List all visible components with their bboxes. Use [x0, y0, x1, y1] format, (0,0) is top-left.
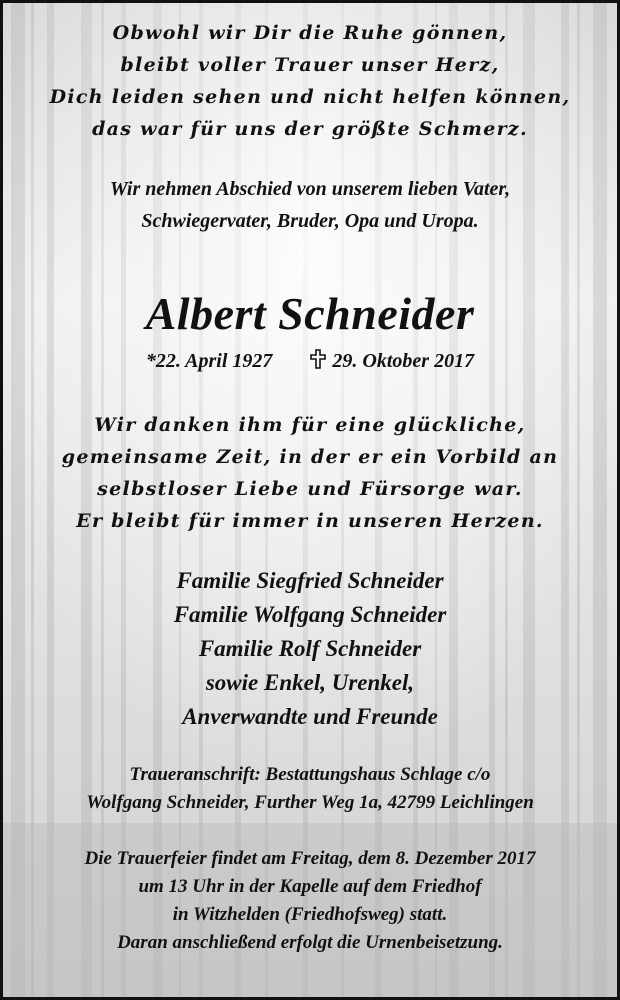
poem-line: Dich leiden sehen und nicht helfen können,	[49, 86, 571, 108]
mourning-address	[3, 761, 617, 817]
poem-line: Obwohl wir Dir die Ruhe gönnen,	[112, 22, 508, 44]
ceremony-line: um 13 Uhr in der Kapelle auf dem Friedhof	[138, 876, 482, 897]
tribute-line: selbstloser Liebe und Fürsorge war.	[97, 478, 523, 500]
memorial-poem	[3, 17, 617, 145]
mourners-list	[3, 564, 617, 734]
poem-line: das war für uns der größte Schmerz.	[92, 118, 528, 140]
funeral-details	[3, 845, 617, 957]
ceremony-line: Daran anschließend erfolgt die Urnenbeisetzung.	[117, 932, 503, 953]
mourner: Familie Wolfgang Schneider	[173, 602, 447, 627]
poem-line: bleibt voller Trauer unser Herz,	[120, 54, 500, 76]
birth-date: *22. April 1927	[145, 350, 273, 372]
death-date: 29. Oktober 2017	[332, 350, 475, 372]
intro-line: Wir nehmen Abschied von unserem lieben Vater,	[109, 178, 511, 200]
deceased-name: Albert Schneider	[145, 288, 475, 339]
tribute-line: gemeinsame Zeit, in der er ein Vorbild an	[61, 446, 559, 468]
cross-icon	[310, 349, 326, 369]
intro-line: Schwiegervater, Bruder, Opa und Uropa.	[141, 210, 479, 232]
mourner: Familie Rolf Schneider	[198, 636, 422, 661]
farewell-intro	[3, 173, 617, 237]
address-line: Traueranschrift: Bestattungshaus Schlage c/o	[129, 764, 491, 785]
life-dates	[3, 347, 617, 375]
ceremony-line: in Witzhelden (Friedhofsweg) statt.	[172, 904, 448, 925]
tribute	[3, 409, 617, 537]
tribute-line: Er bleibt für immer in unseren Herzen.	[76, 510, 544, 532]
mourner: sowie Enkel, Urenkel,	[205, 670, 415, 695]
tribute-line: Wir danken ihm für eine glückliche,	[94, 414, 526, 436]
mourner: Familie Siegfried Schneider	[176, 568, 444, 593]
mourner: Anverwandte und Freunde	[182, 704, 438, 729]
ceremony-line: Die Trauerfeier findet am Freitag, dem 8. Dezember 2017	[84, 848, 536, 869]
address-line: Wolfgang Schneider, Further Weg 1a, 42799 Leichlingen	[86, 792, 534, 813]
